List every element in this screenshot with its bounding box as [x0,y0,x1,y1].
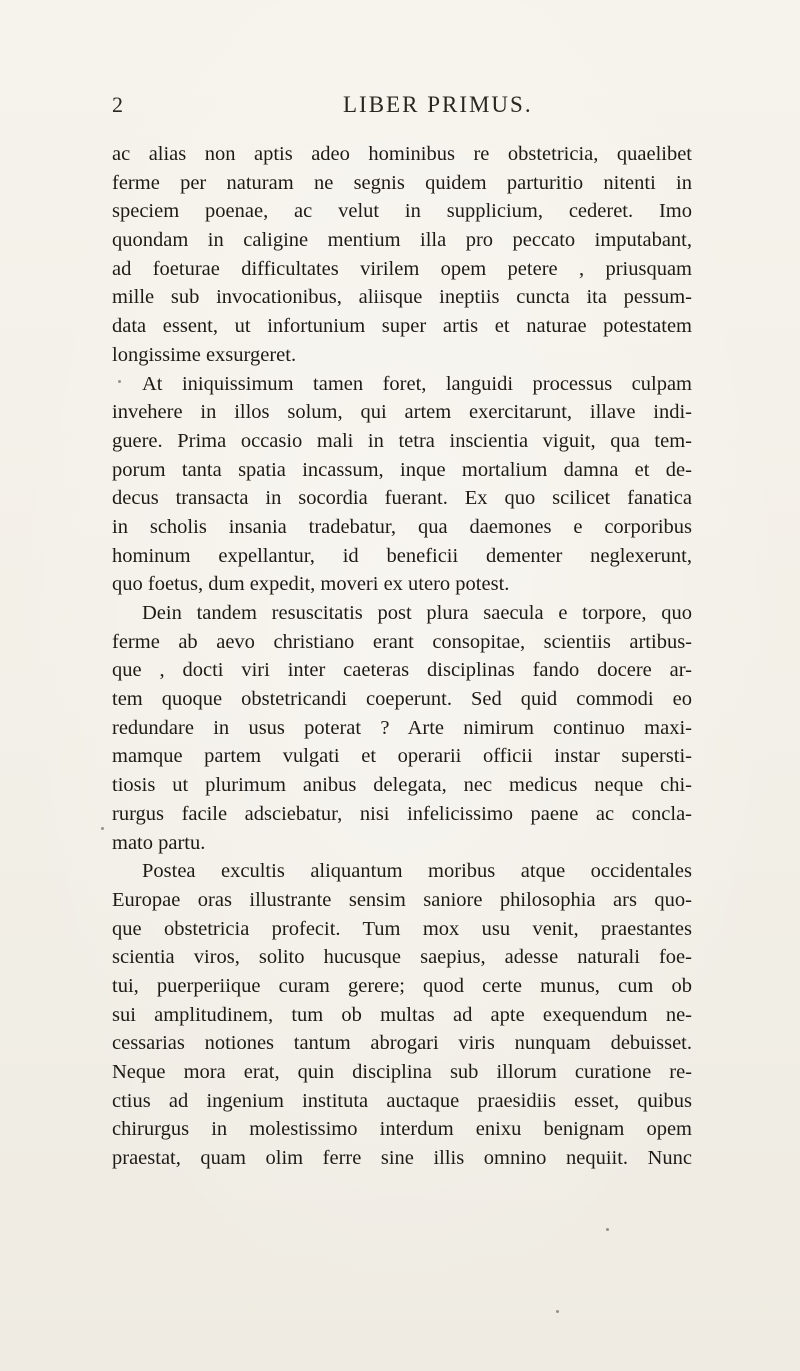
text-line: porum tanta spatia incassum, inque mortalium damna et de- [112,458,692,481]
text-line: que , docti viri inter caeteras disciplinas fando docere ar- [112,659,692,682]
text-line: ferme per naturam ne segnis quidem parturitio nitenti in [112,171,692,194]
text-line: invehere in illos solum, qui artem exercitarunt, illave indi- [112,401,692,424]
text-line: ac alias non aptis adeo hominibus re obstetricia, quaelibet [112,143,692,165]
running-title: LIBER PRIMUS. [343,92,533,117]
text-line: praestat, quam olim ferre sine illis omnino nequiit. Nunc [112,1147,692,1170]
text-line: hominum expellantur, id beneficii dementer neglexerunt, [112,544,692,567]
text-line: rurgus facile adsciebatur, nisi infelicissimo paene ac concla- [112,802,692,825]
text-line: chirurgus in molestissimo interdum enixu benignam opem [112,1118,692,1141]
text-line: Europae oras illustrante sensim saniore philosophia ars quo- [112,888,692,911]
running-head [0,92,800,122]
text-line: tui, puerperiique curam gerere; quod certe munus, cum ob [112,974,692,997]
page-number: 2 [112,92,123,117]
text-line: decus transacta in socordia fuerant. Ex quo scilicet fanatica [112,487,692,510]
text-line: ctius ad ingenium instituta auctaque praesidiis esset, quibus [112,1089,692,1112]
paragraph-start-line: At iniquissimum tamen foret, languidi processus culpam [142,372,692,395]
text-line: tiosis ut plurimum anibus delegata, nec medicus neque chi- [112,774,692,797]
paper-speck [101,827,104,830]
text-line: Neque mora erat, quin disciplina sub illorum curatione re- [112,1061,692,1083]
text-line: redundare in usus poterat ? Arte nimirum continuo maxi- [112,716,692,739]
paper-speck [606,1228,609,1231]
text-line: ferme ab aevo christiano erant consopitae, scientiis artibus- [112,630,692,653]
paragraph-start-line: Postea excultis aliquantum moribus atque occidentales [142,860,692,883]
text-line: guere. Prima occasio mali in tetra inscientia viguit, qua tem- [112,429,692,452]
text-line: tem quoque obstetricandi coeperunt. Sed quid commodi eo [112,688,692,711]
text-line: quo foetus, dum expedit, moveri ex utero potest. [112,573,510,596]
text-line: mamque partem vulgati et operarii officii instar supersti- [112,745,692,768]
text-line: que obstetricia profecit. Tum mox usu venit, praestantes [112,917,692,940]
text-line: in scholis insania tradebatur, qua daemones e corporibus [112,515,692,538]
text-line: mille sub invocationibus, aliisque ineptiis cuncta ita pessum- [112,286,692,309]
body-text [112,140,692,1173]
paragraph-start-line: Dein tandem resuscitatis post plura saecula e torpore, quo [142,602,692,624]
text-line: mato partu. [112,831,206,854]
text-line: cessarias notiones tantum abrogari viris nunquam debuisset. [112,1032,692,1055]
paper-speck [118,380,121,383]
text-line: ad foeturae difficultates virilem opem petere , priusquam [112,257,692,280]
text-line: speciem poenae, ac velut in supplicium, cederet. Imo [112,200,692,223]
text-line: quondam in caligine mentium illa pro peccato imputabant, [112,229,692,252]
text-line: scientia viros, solito hucusque saepius, adesse naturali foe- [112,946,692,969]
text-line: data essent, ut infortunium super artis et naturae potestatem [112,315,692,338]
paper-speck [556,1310,559,1313]
text-line: longissime exsurgeret. [112,343,297,366]
text-line: sui amplitudinem, tum ob multas ad apte exequendum ne- [112,1003,692,1026]
